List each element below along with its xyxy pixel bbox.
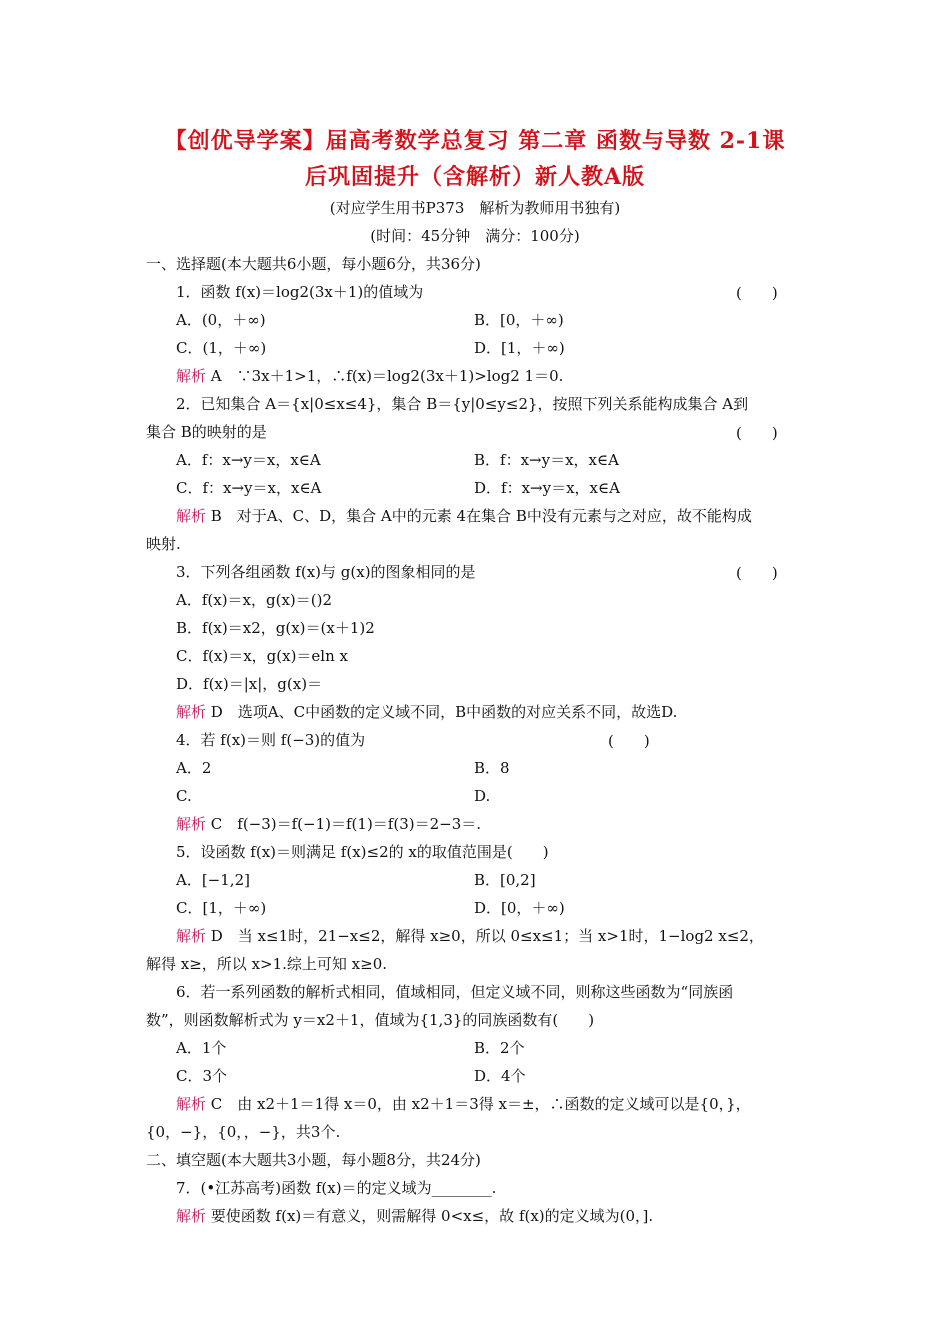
option-a: A．f(x)＝x，g(x)＝()2	[176, 591, 333, 609]
option-a: A．f：x→y＝x，x∈A	[176, 451, 321, 469]
answer-paren: ( )	[608, 732, 650, 750]
question-2-line1: 2．已知集合 A＝{x|0≤x≤4}，集合 B＝{y|0≤y≤2}，按照下列关系能构成集合 A到	[176, 395, 749, 413]
solution-text: C f(−3)＝f(−1)＝f(1)＝f(3)＝2−3＝.	[206, 815, 482, 833]
solution-label: 解析	[176, 507, 207, 525]
solution-label: 解析	[176, 367, 207, 385]
option-d: D．[1，＋∞)	[474, 339, 565, 357]
solution-2-line1	[176, 506, 752, 526]
option-a: A．(0，＋∞)	[176, 311, 266, 329]
option-b: B．[0,2]	[474, 871, 536, 889]
option-d: D．f(x)＝|x|，g(x)＝	[176, 675, 323, 693]
option-b: B．2个	[474, 1039, 525, 1057]
option-b: B．[0，＋∞)	[474, 311, 564, 329]
solution-6-line2: {0，−}，{0，，−}，共3个.	[146, 1123, 341, 1141]
option-c: C．(1，＋∞)	[176, 339, 267, 357]
option-c: C．f：x→y＝x，x∈A	[176, 479, 322, 497]
answer-paren: ( )	[736, 284, 778, 302]
section-heading-choice: 一、选择题(本大题共6小题，每小题6分，共36分)	[146, 255, 481, 273]
option-a: A．1个	[176, 1039, 227, 1057]
solution-label: 解析	[176, 927, 207, 945]
solution-label: 解析	[176, 1207, 207, 1225]
time-line: (时间：45分钟 满分：100分)	[370, 227, 580, 245]
answer-paren: ( )	[736, 424, 778, 442]
question-3: 3．下列各组函数 f(x)与 g(x)的图象相同的是	[176, 563, 476, 581]
solution-5-line2: 解得 x≥，所以 x>1.综上可知 x≥0.	[146, 955, 388, 973]
solution-text: B 对于A、C、D，集合 A中的元素 4在集合 B中没有元素与之对应，故不能构成	[206, 507, 752, 525]
question-2-line2: 集合 B的映射的是	[146, 423, 267, 441]
option-d: D.	[474, 787, 491, 805]
option-b: B．f(x)＝x2，g(x)＝(x＋1)2	[176, 619, 375, 637]
solution-text: C 由 x2＋1＝1得 x＝0，由 x2＋1＝3得 x＝±，∴函数的定义域可以是{0，}，	[206, 1095, 751, 1113]
solution-text: A ∵3x＋1>1，∴f(x)＝log2(3x＋1)>log2 1＝0.	[206, 367, 564, 385]
option-d: D．[0，＋∞)	[474, 899, 565, 917]
option-b: B．f：x→y＝x，x∈A	[474, 451, 619, 469]
option-a: A．2	[176, 759, 212, 777]
subtitle: (对应学生用书P373 解析为教师用书独有)	[329, 199, 621, 217]
solution-3	[176, 702, 677, 722]
option-c: C．f(x)＝x，g(x)＝eln x	[176, 647, 348, 665]
question-7: 7．(•江苏高考)函数 f(x)＝的定义域为________.	[176, 1179, 497, 1197]
question-6-line2: 数”，则函数解析式为 y＝x2＋1，值域为{1,3}的同族函数有( )	[146, 1011, 595, 1029]
option-d: D．4个	[474, 1067, 526, 1085]
solution-2-line2: 映射.	[146, 535, 181, 553]
solution-text: 要使函数 f(x)＝有意义，则需解得 0<x≤，故 f(x)的定义域为(0，].	[206, 1207, 654, 1225]
document-title-line2: 后巩固提升（含解析）新人教A版	[304, 164, 646, 190]
question-5: 5．设函数 f(x)＝则满足 f(x)≤2的 x的取值范围是( )	[176, 843, 549, 861]
solution-7	[176, 1206, 653, 1226]
solution-5-line1	[176, 926, 764, 946]
question-4: 4．若 f(x)＝则 f(−3)的值为	[176, 731, 366, 749]
option-a: A．[−1,2]	[176, 871, 250, 889]
solution-6-line1	[176, 1094, 751, 1114]
question-6-line1: 6．若一系列函数的解析式相同，值域相同，但定义域不同，则称这些函数为“同族函	[176, 983, 734, 1001]
solution-text: D 当 x≤1时，21−x≤2，解得 x≥0，所以 0≤x≤1；当 x>1时，1−log2 x≤2，	[206, 927, 764, 945]
option-c: C．[1，＋∞)	[176, 899, 267, 917]
solution-label: 解析	[176, 1095, 207, 1113]
solution-label: 解析	[176, 815, 207, 833]
section-heading-fill: 二、填空题(本大题共3小题，每小题8分，共24分)	[146, 1151, 481, 1169]
answer-paren: ( )	[736, 564, 778, 582]
solution-label: 解析	[176, 703, 207, 721]
solution-1	[176, 366, 563, 386]
option-d: D．f：x→y＝x，x∈A	[474, 479, 620, 497]
option-c: C.	[176, 787, 192, 805]
document-title-line1: 【创优导学案】届高考数学总复习 第二章 函数与导数 2-1课	[164, 128, 786, 154]
option-c: C．3个	[176, 1067, 228, 1085]
solution-4	[176, 814, 481, 834]
solution-text: D 选项A、C中函数的定义域不同，B中函数的对应关系不同，故选D.	[206, 703, 678, 721]
option-b: B．8	[474, 759, 510, 777]
question-1: 1．函数 f(x)＝log2(3x＋1)的值域为	[176, 283, 424, 301]
